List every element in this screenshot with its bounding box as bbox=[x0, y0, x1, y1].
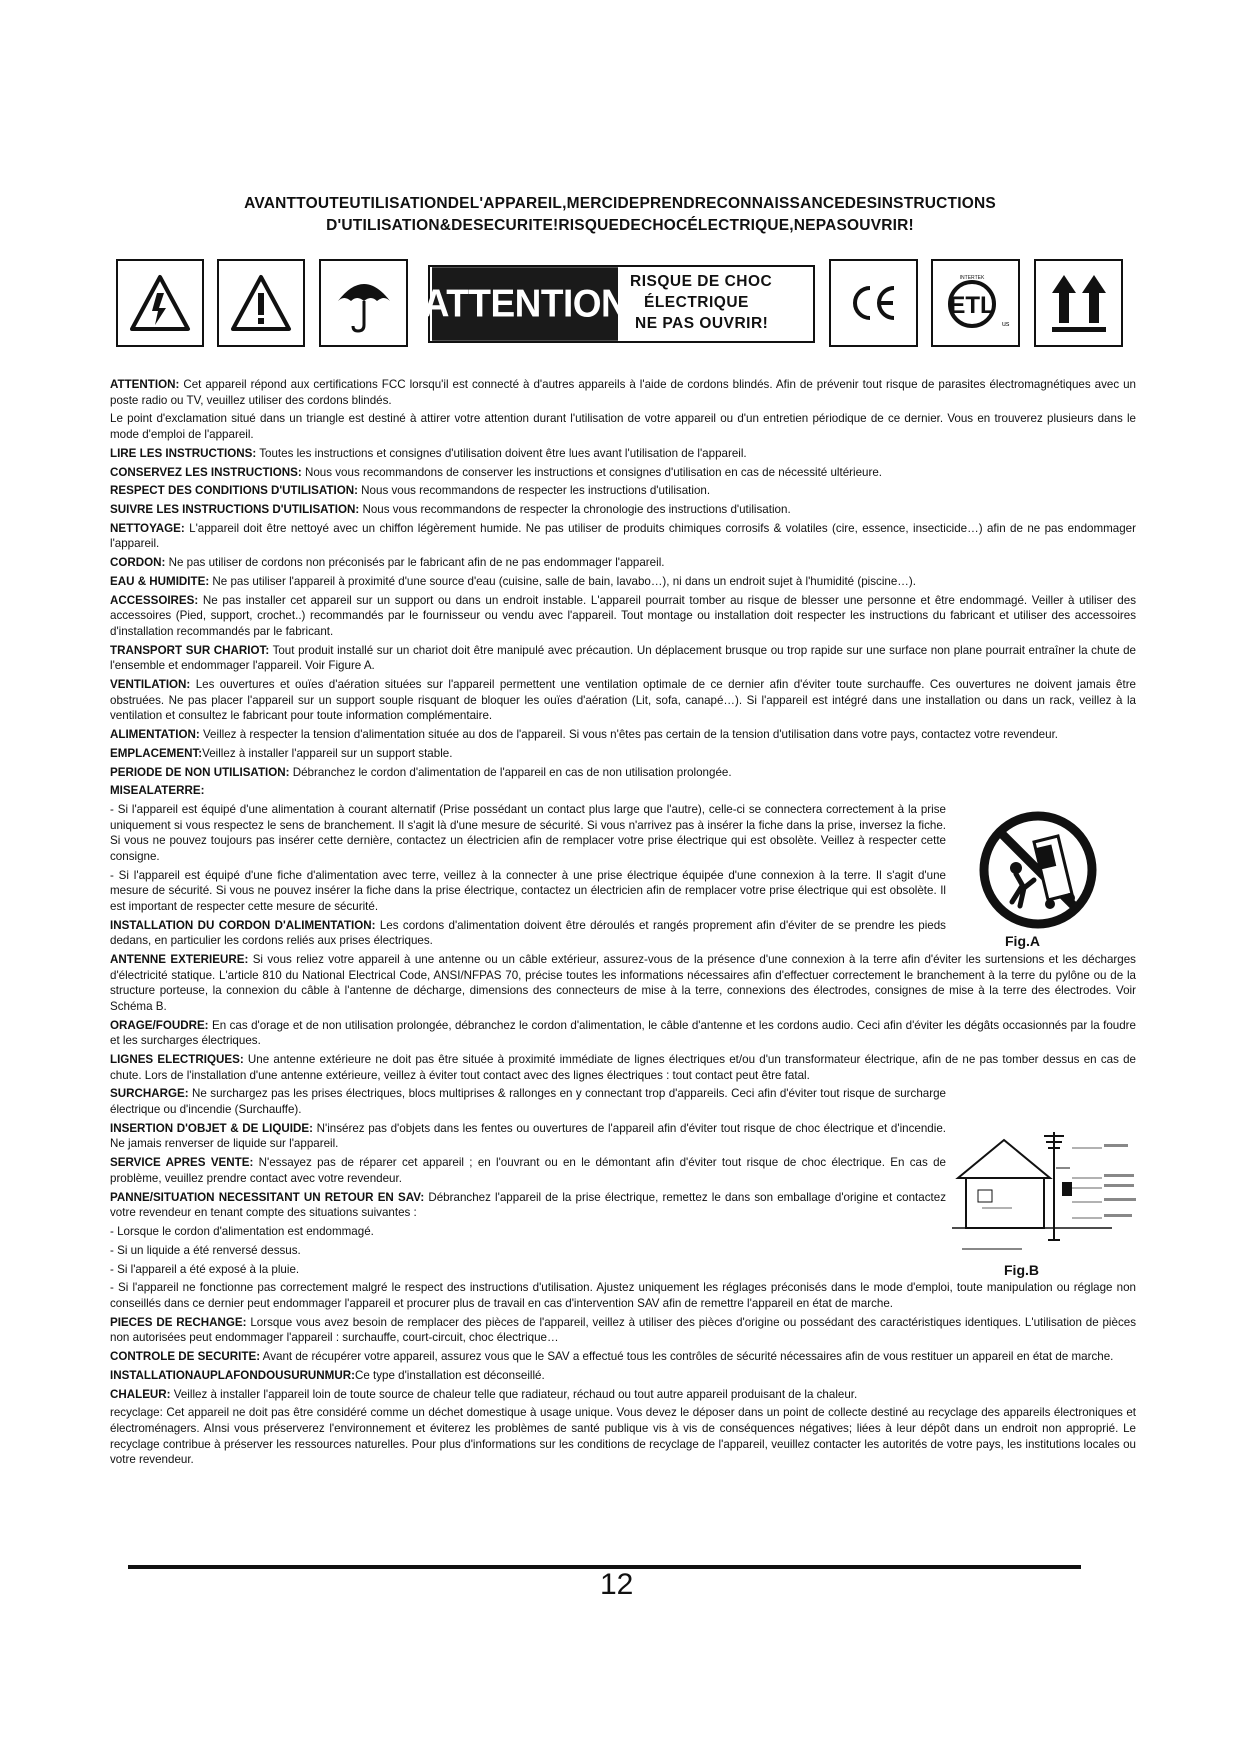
etl-small-text: INTERTEK bbox=[959, 275, 984, 281]
umbrella-icon bbox=[319, 259, 408, 347]
instruction-heading: NETTOYAGE: bbox=[110, 521, 185, 535]
instruction-text: Nous vous recommandons de respecter la chronologie des instructions d'utilisation. bbox=[359, 503, 791, 517]
fig-b-label: Fig.B bbox=[1004, 1262, 1039, 1278]
instruction-text: - Si l'appareil est équipé d'une fiche d'alimentation avec terre, veillez à la connecter à une prise électrique équipée d'une connexion à la terre. Il s'agit d'une mesure de sécurité. Si vous ne pouvez insérer la fiche dans la prise électrique, contactez un électricien afin de remplacer votre prise électrique qui est obsolète. Il est important de respecter cette mesure de sécurité. bbox=[110, 868, 946, 913]
instruction-paragraph bbox=[110, 1052, 1136, 1083]
fig-b-antenna-grounding-diagram bbox=[952, 1128, 1140, 1256]
instruction-heading: TRANSPORT SUR CHARIOT: bbox=[110, 643, 270, 657]
instruction-paragraph bbox=[110, 593, 1136, 640]
instruction-heading: INSTALLATION DU CORDON D'ALIMENTATION: bbox=[110, 918, 376, 932]
instruction-paragraph bbox=[110, 1121, 946, 1152]
etl-listed-icon bbox=[931, 259, 1020, 347]
instruction-text: Ne pas utiliser l'appareil à proximité d'une source d'eau (cuisine, salle de bain, lavabo…), ni dans un endroit sujet à l'humidité (piscine…). bbox=[209, 575, 916, 589]
instruction-paragraph bbox=[110, 1224, 946, 1240]
instruction-text: Débranchez le cordon d'alimentation de l'appareil en cas de non utilisation prolongée. bbox=[289, 765, 732, 779]
instruction-text: Veillez à installer l'appareil sur un support stable. bbox=[202, 746, 453, 760]
instruction-text: Nous vous recommandons de conserver les instructions et consignes d'utilisation en cas de nécessité ultérieure. bbox=[301, 465, 883, 479]
instruction-heading: INSERTION D'OBJET & DE LIQUIDE: bbox=[110, 1121, 313, 1135]
instruction-paragraph bbox=[110, 465, 1136, 481]
instruction-text: Veillez à installer l'appareil loin de toute source de chaleur telle que radiateur, réchaud ou tout autre appareil produisant de la chaleur. bbox=[170, 1387, 858, 1401]
instruction-paragraph bbox=[110, 802, 946, 864]
instruction-text: N'insérez pas d'objets dans les fentes ou ouvertures de l'appareil afin d'éviter tout risque de choc électrique et d'incendie. Ne jamais renverser de liquide sur l'appareil. bbox=[110, 1121, 946, 1151]
instruction-paragraph bbox=[110, 1018, 1136, 1049]
instruction-text: - Si l'appareil est équipé d'une alimentation à courant alternatif (Prise possédant un contact plus large que l'autre), celle-ci se connectera correctement à la prise uniquement si vous respectez le sens de branchement. Il s'agit là d'une mesure de sécurité. Si vous n'arrivez pas à insérer la fiche dans la prise, inversez la fiche. Si vous ne pouvez toujours pas insérer cette dernière, contactez un électricien afin de remplacer votre prise électrique qui est obsolète. Veillez à respecter cette consigne. bbox=[110, 803, 946, 864]
instruction-text: Si vous reliez votre appareil à une antenne ou un câble extérieur, assurez-vous de la présence d'une connexion à la terre afin d'éviter les surtensions et les décharges d'électricité statique. L'article 810 du National Electrical Code, ANSI/NFPAS 70, précise toutes les informations nécessaires afin d'effectuer correctement le branchement à la terre du pylône ou de la structure porteuse, la connexion du câble à l'antenne de décharge, dimensions des connecteurs de mise à la terre, connexions des électrodes, consignes de mise à la terre des électrodes. Voir Schéma B. bbox=[110, 953, 1136, 1013]
instruction-text: recyclage: Cet appareil ne doit pas être considéré comme un déchet domestique à usage unique. Vous devez le déposer dans un point de collecte destiné au recyclage des appareils électroniques et électroménagers. AInsi vous préserverez l'environnement et éviterez les problèmes de santé publique vis à vis de conséquences négatives; liées à leur dépôt dans un endroit non approprié. Le recyclage contribue à préserver les ressources naturelles. Pour plus d'informations sur les conditions de recyclage de l'appareil, veuillez contacter les autorités de votre pays, les institutions locales ou votre revendeur. bbox=[110, 1406, 1136, 1467]
instruction-heading: SERVICE APRES VENTE: bbox=[110, 1156, 254, 1170]
etl-us-text: us bbox=[1001, 321, 1009, 328]
instruction-paragraph bbox=[110, 1190, 946, 1221]
instruction-heading: CORDON: bbox=[110, 556, 166, 570]
instruction-heading: LIRE LES INSTRUCTIONS: bbox=[110, 446, 257, 460]
instruction-text: Les ouvertures et ouïes d'aération situées sur l'appareil permettent une ventilation optimale de ce dernier afin d'éviter toute surchauffe. Ces ouvertures ne doivent jamais être obstruées. Ne pas placer l'appareil sur un support souple risquant de bloquer les ouïes d'aération (Lit, sofa, canapé…). Si l'appareil est intégré dans une installation ou dans un rack, veillez à la ventilation et consultez le fabricant pour toute information complémentaire. bbox=[110, 678, 1136, 723]
ce-mark-icon bbox=[829, 259, 918, 347]
instruction-paragraph bbox=[110, 483, 1136, 499]
instruction-heading: EAU & HUMIDITE: bbox=[110, 575, 210, 589]
page-number: 12 bbox=[600, 1568, 634, 1601]
instruction-paragraph bbox=[110, 783, 1136, 799]
instruction-paragraph bbox=[110, 1368, 1136, 1384]
exclamation-triangle-icon bbox=[217, 259, 305, 347]
svg-text:ETL: ETL bbox=[948, 292, 995, 319]
instruction-text: Nous vous recommandons de respecter les instructions d'utilisation. bbox=[357, 484, 711, 498]
instruction-heading: SURCHARGE: bbox=[110, 1087, 189, 1101]
instruction-text: Ce type d'installation est déconseillé. bbox=[354, 1368, 545, 1382]
instruction-paragraph bbox=[110, 1155, 946, 1186]
header-line-1: AVANTTOUTEUTILISATIONDEL'APPAREIL,MERCIDEPRENDRECONNAISSANCEDESINSTRUCTIONS bbox=[244, 195, 996, 212]
instruction-paragraph bbox=[110, 1086, 946, 1117]
instruction-text: L'appareil doit être nettoyé avec un chiffon légèrement humide. Ne pas utiliser de produits chimiques corrosifs & volatiles (cire, essence, insecticide…) afin de ne pas endommager l'appareil. bbox=[110, 521, 1136, 551]
instruction-heading: SUIVRE LES INSTRUCTIONS D'UTILISATION: bbox=[110, 503, 360, 517]
instruction-heading: PERIODE DE NON UTILISATION: bbox=[110, 765, 290, 779]
instruction-text: - Si un liquide a été renversé dessus. bbox=[110, 1243, 301, 1257]
instruction-heading: ORAGE/FOUDRE: bbox=[110, 1018, 209, 1032]
instruction-text: Une antenne extérieure ne doit pas être située à proximité immédiate de lignes électriques et/ou d'un transformateur électrique, afin de ne pas tomber dessus en cas de chute. Lors de l'installation d'une antenne extérieure, veillez à éviter tout contact avec des lignes électriques : tout contact peut être fatal. bbox=[110, 1053, 1136, 1082]
instruction-heading: PIECES DE RECHANGE: bbox=[110, 1315, 247, 1329]
instruction-heading: ALIMENTATION: bbox=[110, 728, 200, 742]
instruction-text: Ne surchargez pas les prises électriques, blocs multiprises & rallonges en y connectant trop d'appareils. Ceci afin d'éviter tout risque de surcharge électrique ou d'incendie (Surchauffe). bbox=[110, 1087, 946, 1117]
instruction-heading: ATTENTION: bbox=[110, 378, 180, 391]
safety-symbols-row bbox=[116, 259, 1138, 353]
instruction-paragraph bbox=[110, 918, 946, 949]
instruction-paragraph bbox=[110, 746, 1136, 762]
instruction-heading: ANTENNE EXTERIEURE: bbox=[110, 953, 249, 967]
instruction-paragraph bbox=[110, 446, 1136, 462]
instruction-paragraph bbox=[110, 502, 1136, 518]
instruction-text: Toutes les instructions et consignes d'utilisation doivent être lues avant l'utilisation de l'appareil. bbox=[256, 446, 747, 460]
instruction-heading: VENTILATION: bbox=[110, 678, 191, 692]
instruction-heading: CHALEUR: bbox=[110, 1387, 171, 1401]
instruction-heading: CONTROLE DE SECURITE: bbox=[110, 1350, 261, 1364]
instruction-paragraph bbox=[110, 555, 1136, 571]
instruction-paragraph bbox=[110, 1405, 1136, 1467]
instruction-heading: PANNE/SITUATION NECESSITANT UN RETOUR EN SAV: bbox=[110, 1190, 425, 1204]
instruction-paragraph bbox=[110, 643, 1136, 674]
instruction-heading: ACCESSOIRES: bbox=[110, 593, 199, 607]
instruction-paragraph bbox=[110, 727, 1136, 743]
instruction-paragraph bbox=[110, 677, 1136, 724]
instruction-text: Débranchez l'appareil de la prise électrique, remettez le dans son emballage d'origine et contactez votre revendeur en tenant compte des situations suivantes : bbox=[110, 1190, 946, 1220]
fig-a-label: Fig.A bbox=[1005, 933, 1040, 949]
instruction-text: - Si l'appareil a été exposé à la pluie. bbox=[110, 1262, 300, 1276]
instruction-heading: MISEALATERRE: bbox=[110, 784, 205, 798]
instruction-paragraph bbox=[110, 411, 1136, 442]
instruction-paragraph bbox=[110, 1262, 946, 1278]
instruction-heading: RESPECT DES CONDITIONS D'UTILISATION: bbox=[110, 484, 358, 498]
instruction-text: Avant de récupérer votre appareil, assurez vous que le SAV a effectué tous les contrôles de sécurité nécessaires afin de vous restituer un appareil en état de marche. bbox=[260, 1350, 1114, 1364]
header-line-2: D'UTILISATION&DESECURITE!RISQUEDECHOCÉLECTRIQUE,NEPASOUVRIR! bbox=[326, 217, 914, 234]
instruction-text: Tout produit installé sur un chariot doit être manipulé avec précaution. Un déplacement brusque ou trop rapide sur une surface non plane pourrait entraîner la chute de l'ensemble et endommager l'appareil. Voir Figure A. bbox=[110, 643, 1136, 673]
instruction-text: Ne pas installer cet appareil sur un support ou dans un endroit instable. L'appareil pourrait tomber au risque de blesser une personne et être endommagé. Veiller à utiliser des accessoires (Pied, support, crochet..) recommandés par le fournisseur ou vendu avec l'appareil. Tout montage ou installation doit respecter les instructions du fabricant et utiliser des accessoires d'installation recommandés par le fabricant. bbox=[110, 593, 1136, 638]
instruction-text: N'essayez pas de réparer cet appareil ; en l'ouvrant ou en le démontant afin d'éviter tout risque de choc électrique. En cas de problème, veuillez prendre contact avec votre revendeur. bbox=[110, 1156, 946, 1185]
instruction-text: Ne pas utiliser de cordons non préconisés par le fabricant afin de ne pas endommager l'appareil. bbox=[165, 556, 665, 570]
instruction-text: Veillez à respecter la tension d'alimentation située au dos de l'appareil. Si vous n'êtes pas certain de la tension d'utilisation dans votre pays, contactez votre revendeur. bbox=[199, 728, 1059, 742]
warning-line-3: NE PAS OUVRIR! bbox=[635, 315, 769, 332]
instruction-paragraph bbox=[110, 1387, 1136, 1403]
instruction-text: - Si l'appareil ne fonctionne pas correctement malgré le respect des instructions d'utilisation. Ajustez uniquement les réglages préconisés dans le mode d'emploi, toute manipulation ou réglage non conseillés dans ce dernier peut endommager l'appareil et procurer plus de travail en cas d'intervention SAV afin de remettre l'appareil en état de marche. bbox=[110, 1281, 1136, 1310]
fig-a-cart-tip-over-icon bbox=[978, 810, 1098, 930]
warning-line-2: ÉLECTRIQUE bbox=[644, 294, 749, 311]
this-way-up-arrows-icon bbox=[1034, 259, 1123, 347]
instruction-paragraph bbox=[110, 1243, 946, 1259]
instruction-paragraph bbox=[110, 765, 1136, 781]
instruction-text: Le point d'exclamation situé dans un triangle est destiné à attirer votre attention durant l'utilisation de votre appareil ou d'un entretien périodique de ce dernier. Vous en trouverez plusieurs dans le mode d'emploi de l'appareil. bbox=[110, 412, 1136, 441]
instruction-text: Cet appareil répond aux certifications FCC lorsqu'il est connecté à d'autres appareils à l'aide de cordons blindés. Afin de prévenir tout risque de parasites électromagnétiques avec un poste radio ou TV, veuillez utiliser des cordons blindés. bbox=[110, 378, 1136, 407]
instruction-paragraph bbox=[110, 521, 1136, 552]
instruction-heading: INSTALLATIONAUPLAFONDOUSURUNMUR: bbox=[110, 1368, 355, 1382]
instruction-paragraph bbox=[110, 1315, 1136, 1346]
instruction-heading: EMPLACEMENT: bbox=[110, 746, 203, 760]
instruction-paragraph bbox=[110, 1280, 1136, 1311]
instruction-paragraph bbox=[110, 868, 946, 915]
instruction-text: En cas d'orage et de non utilisation prolongée, débranchez le cordon d'alimentation, le câble d'antenne et les cordons audio. Ceci afin d'éviter les dégâts occasionnés par la foudre et les surcharges électriques. bbox=[110, 1018, 1136, 1048]
warning-line-1: RISQUE DE CHOC bbox=[630, 273, 773, 290]
instruction-text: - Lorsque le cordon d'alimentation est endommagé. bbox=[110, 1224, 374, 1238]
document-header bbox=[100, 193, 1140, 237]
attention-label: ATTENTION bbox=[432, 267, 618, 341]
instruction-paragraph bbox=[110, 952, 1136, 1014]
instruction-heading: LIGNES ELECTRIQUES: bbox=[110, 1053, 244, 1067]
instruction-paragraph bbox=[110, 377, 1136, 408]
shock-warning-text bbox=[630, 271, 812, 334]
instruction-heading: CONSERVEZ LES INSTRUCTIONS: bbox=[110, 465, 302, 479]
instruction-text: Lorsque vous avez besoin de remplacer des pièces de l'appareil, veillez à utiliser des pièces d'origine ou possédant des caractéristiques identiques. L'utilisation de pièces non autorisées peut endommager l'appareil : surchauffe, court-circuit, choc électrique… bbox=[110, 1315, 1136, 1345]
instruction-paragraph bbox=[110, 574, 1136, 590]
instruction-paragraph bbox=[110, 1349, 1136, 1365]
attention-warning-panel bbox=[422, 265, 815, 343]
lightning-triangle-icon bbox=[116, 259, 204, 347]
instruction-text: Les cordons d'alimentation doivent être déroulés et rangés proprement afin d'éviter de se prendre les pieds dedans, en particulier les cordons reliés aux prises électriques. bbox=[110, 918, 946, 948]
